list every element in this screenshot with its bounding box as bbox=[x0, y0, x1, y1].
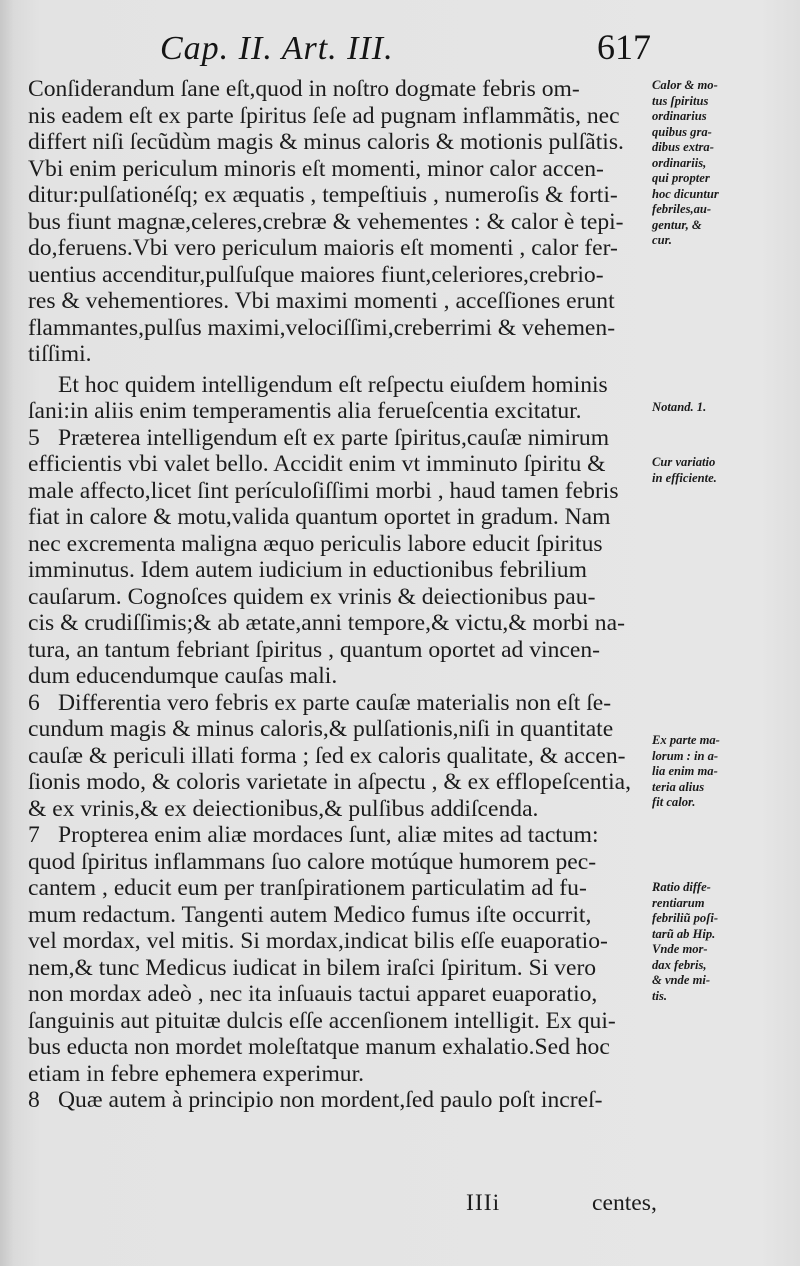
body-text bbox=[28, 76, 658, 1114]
text-line: efficientis vbi valet bello. Accidit enim vt imminuto ſpiritu & bbox=[28, 451, 606, 477]
text-line: nec excrementa maligna æquo periculis labore educit ſpiritus bbox=[28, 530, 603, 557]
margin-note-line: rentiarum bbox=[652, 895, 705, 910]
margin-note-line: qui propter bbox=[652, 171, 710, 185]
text-line: non mordax adeò , nec ita inſuauis tactui apparet euaporatio, bbox=[28, 981, 598, 1007]
page-number: 617 bbox=[597, 27, 651, 67]
margin-note-line: dax febris, bbox=[652, 957, 707, 972]
margin-note-notand bbox=[652, 400, 792, 416]
paragraph-number: 8 bbox=[28, 1087, 40, 1113]
margin-note-line: ordinariis, bbox=[652, 155, 707, 170]
margin-note-line: tus ſpiritus bbox=[652, 93, 709, 108]
text-line: flammantes,pulſus maximi,velociſſimi,creberrimi & vehemen- bbox=[28, 314, 616, 341]
text-line bbox=[28, 690, 658, 717]
margin-note-line: tis. bbox=[652, 988, 668, 1003]
text-line: imminutus. Idem autem iudicium in eductionibus febrilium bbox=[28, 557, 587, 583]
text-line bbox=[28, 822, 658, 849]
margin-note-line: ordinarius bbox=[652, 109, 707, 123]
text-line: tura, an tantum febriant ſpiritus , quantum oportet ad vincen- bbox=[28, 636, 600, 663]
text-line: ſani:in aliis enim temperamentis alia ferueſcentia excitatur. bbox=[28, 398, 582, 424]
margin-note-line: Cur variatio bbox=[652, 455, 716, 469]
margin-note-line: febriliũ poſi- bbox=[652, 911, 719, 925]
text-line: uentius accenditur,pulſuſque maiores fiunt,celeriores,crebrio- bbox=[28, 261, 604, 288]
text-line: bus fiunt magnæ,celeres,crebræ & vehementes : & calor è tepi- bbox=[28, 208, 624, 235]
page-footer bbox=[0, 1190, 800, 1230]
paragraph-5 bbox=[28, 425, 658, 690]
text-line-content: Et hoc quidem intelligendum eſt reſpectu eiuſdem hominis bbox=[58, 371, 608, 398]
margin-note-line: lia enim ma- bbox=[652, 764, 718, 778]
text-line: cantem , educit eum per tranſpirationem particulatim ad fu- bbox=[28, 875, 587, 901]
margin-note-line: Ex parte ma- bbox=[652, 733, 720, 747]
paragraph-number: 5 bbox=[28, 424, 40, 451]
margin-note-line: hoc dicuntur bbox=[652, 186, 719, 201]
text-line: etiam in febre ephemera experimur. bbox=[28, 1060, 365, 1087]
margin-note-line: & vnde mi- bbox=[652, 973, 711, 987]
text-line: cundum magis & minus caloris,& pulſationis,niſi in quantitate bbox=[28, 716, 614, 742]
margin-note-line: Notand. 1. bbox=[652, 400, 707, 414]
text-line: cis & crudiſſimis;& ab ætate,anni tempore,& victu,& morbi na- bbox=[28, 610, 625, 636]
text-line-content: Propterea enim aliæ mordaces ſunt, aliæ mites ad tactum: bbox=[58, 822, 599, 848]
margin-note-line: tarũ ab Hip. bbox=[652, 926, 716, 941]
paragraph-1 bbox=[28, 76, 658, 368]
paragraph-2 bbox=[28, 372, 658, 425]
text-line-content: Præterea intelligendum eſt ex parte ſpiritus,cauſæ nimirum bbox=[58, 424, 610, 451]
text-line: cauſæ & periculi illati forma ; ſed ex caloris qualitate, & accen- bbox=[28, 742, 626, 769]
text-line: nis eadem eſt ex parte ſpiritus ſeſe ad pugnam inflammãtis, nec bbox=[28, 102, 620, 129]
margin-note-line: teria alius bbox=[652, 779, 705, 794]
text-line: nem,& tunc Medicus iudicat in bilem iraſci ſpiritum. Si vero bbox=[28, 954, 597, 981]
margin-note-ex-parte bbox=[652, 733, 792, 811]
text-line: male affecto,licet ſint perículoſiſſimi morbi , haud tamen febris bbox=[28, 477, 619, 504]
margin-note-line: quibus gra- bbox=[652, 124, 712, 139]
text-line bbox=[28, 372, 658, 399]
paragraph-number: 7 bbox=[28, 822, 40, 848]
text-line: vel mordax, vel mitis. Si mordax,indicat bilis eſſe euaporatio- bbox=[28, 928, 608, 954]
paragraph-number: 6 bbox=[28, 689, 40, 716]
catchword: centes, bbox=[592, 1190, 657, 1216]
margin-note-line: Calor & mo- bbox=[652, 78, 718, 92]
text-line: do,feruens.Vbi vero periculum maioris eſt momenti , calor fer- bbox=[28, 235, 618, 261]
margin-note-line: fit calor. bbox=[652, 795, 696, 809]
margin-note-line: cur. bbox=[652, 233, 672, 247]
text-line: & ex vrinis,& ex deiectionibus,& pulſibus addiſcenda. bbox=[28, 795, 539, 822]
margin-note-cur-variatio bbox=[652, 455, 792, 486]
paragraph-7 bbox=[28, 822, 658, 1087]
margin-note-line: gentur, & bbox=[652, 217, 702, 232]
margin-note-line: Vnde mor- bbox=[652, 942, 708, 956]
page-header bbox=[0, 26, 800, 66]
text-line: differt niſi ſecũdùm magis & minus caloris & motionis pulſãtis. bbox=[28, 129, 624, 155]
text-line bbox=[28, 425, 658, 452]
text-line: dum educendumque cauſas mali. bbox=[28, 663, 338, 689]
text-line: bus educta non mordet moleſtatque manum exhalatio.Sed hoc bbox=[28, 1034, 610, 1060]
margin-note-line: febriles,au- bbox=[652, 202, 712, 216]
text-line-content: Differentia vero febris ex parte cauſæ materialis non eſt ſe- bbox=[58, 689, 612, 716]
text-line-content: Quæ autem à principio non mordent,ſed paulo poſt increſ- bbox=[58, 1087, 603, 1113]
paragraph-6 bbox=[28, 690, 658, 823]
signature-mark: IIIi bbox=[466, 1190, 501, 1216]
margin-note-line: dibus extra- bbox=[652, 140, 714, 154]
text-line: cauſarum. Cognoſces quidem ex vrinis & deiectionibus pau- bbox=[28, 583, 596, 610]
text-line: Conſiderandum ſane eſt,quod in noſtro dogmate febris om- bbox=[28, 76, 580, 102]
margin-note-calor bbox=[652, 78, 792, 249]
text-line: ſanguinis aut pituitæ dulcis eſſe accenſionem intelligit. Ex qui- bbox=[28, 1007, 616, 1034]
text-line: Vbi enim periculum minoris eſt momenti, minor calor accen- bbox=[28, 155, 604, 182]
text-line: mum redactum. Tangenti autem Medico fumus iſte occurrit, bbox=[28, 901, 592, 928]
running-head: Cap. II. Art. III. bbox=[160, 30, 394, 67]
paragraph-8 bbox=[28, 1087, 658, 1114]
margin-note-line: Ratio diffe- bbox=[652, 880, 711, 894]
margin-note-ratio bbox=[652, 880, 792, 1004]
text-line: ſionis modo, & coloris varietate in aſpectu , & ex efflореſcentia, bbox=[28, 769, 631, 795]
text-line: tiſſimi. bbox=[28, 341, 92, 367]
text-line: fiat in calore & motu,valida quantum oportet in gradum. Nam bbox=[28, 504, 611, 530]
margin-note-line: lorum : in a- bbox=[652, 748, 719, 763]
text-line: ditur:pulſationéſq; ex æquatis , tempeſtiuis , numeroſis & forti- bbox=[28, 182, 618, 208]
text-line: quod ſpiritus inflammans ſuo calore motúque humorem pec- bbox=[28, 848, 597, 875]
margin-note-line: in efficiente. bbox=[652, 470, 717, 485]
text-line: res & vehementiores. Vbi maximi momenti , acceſſiones erunt bbox=[28, 288, 615, 314]
text-line bbox=[28, 1087, 658, 1114]
